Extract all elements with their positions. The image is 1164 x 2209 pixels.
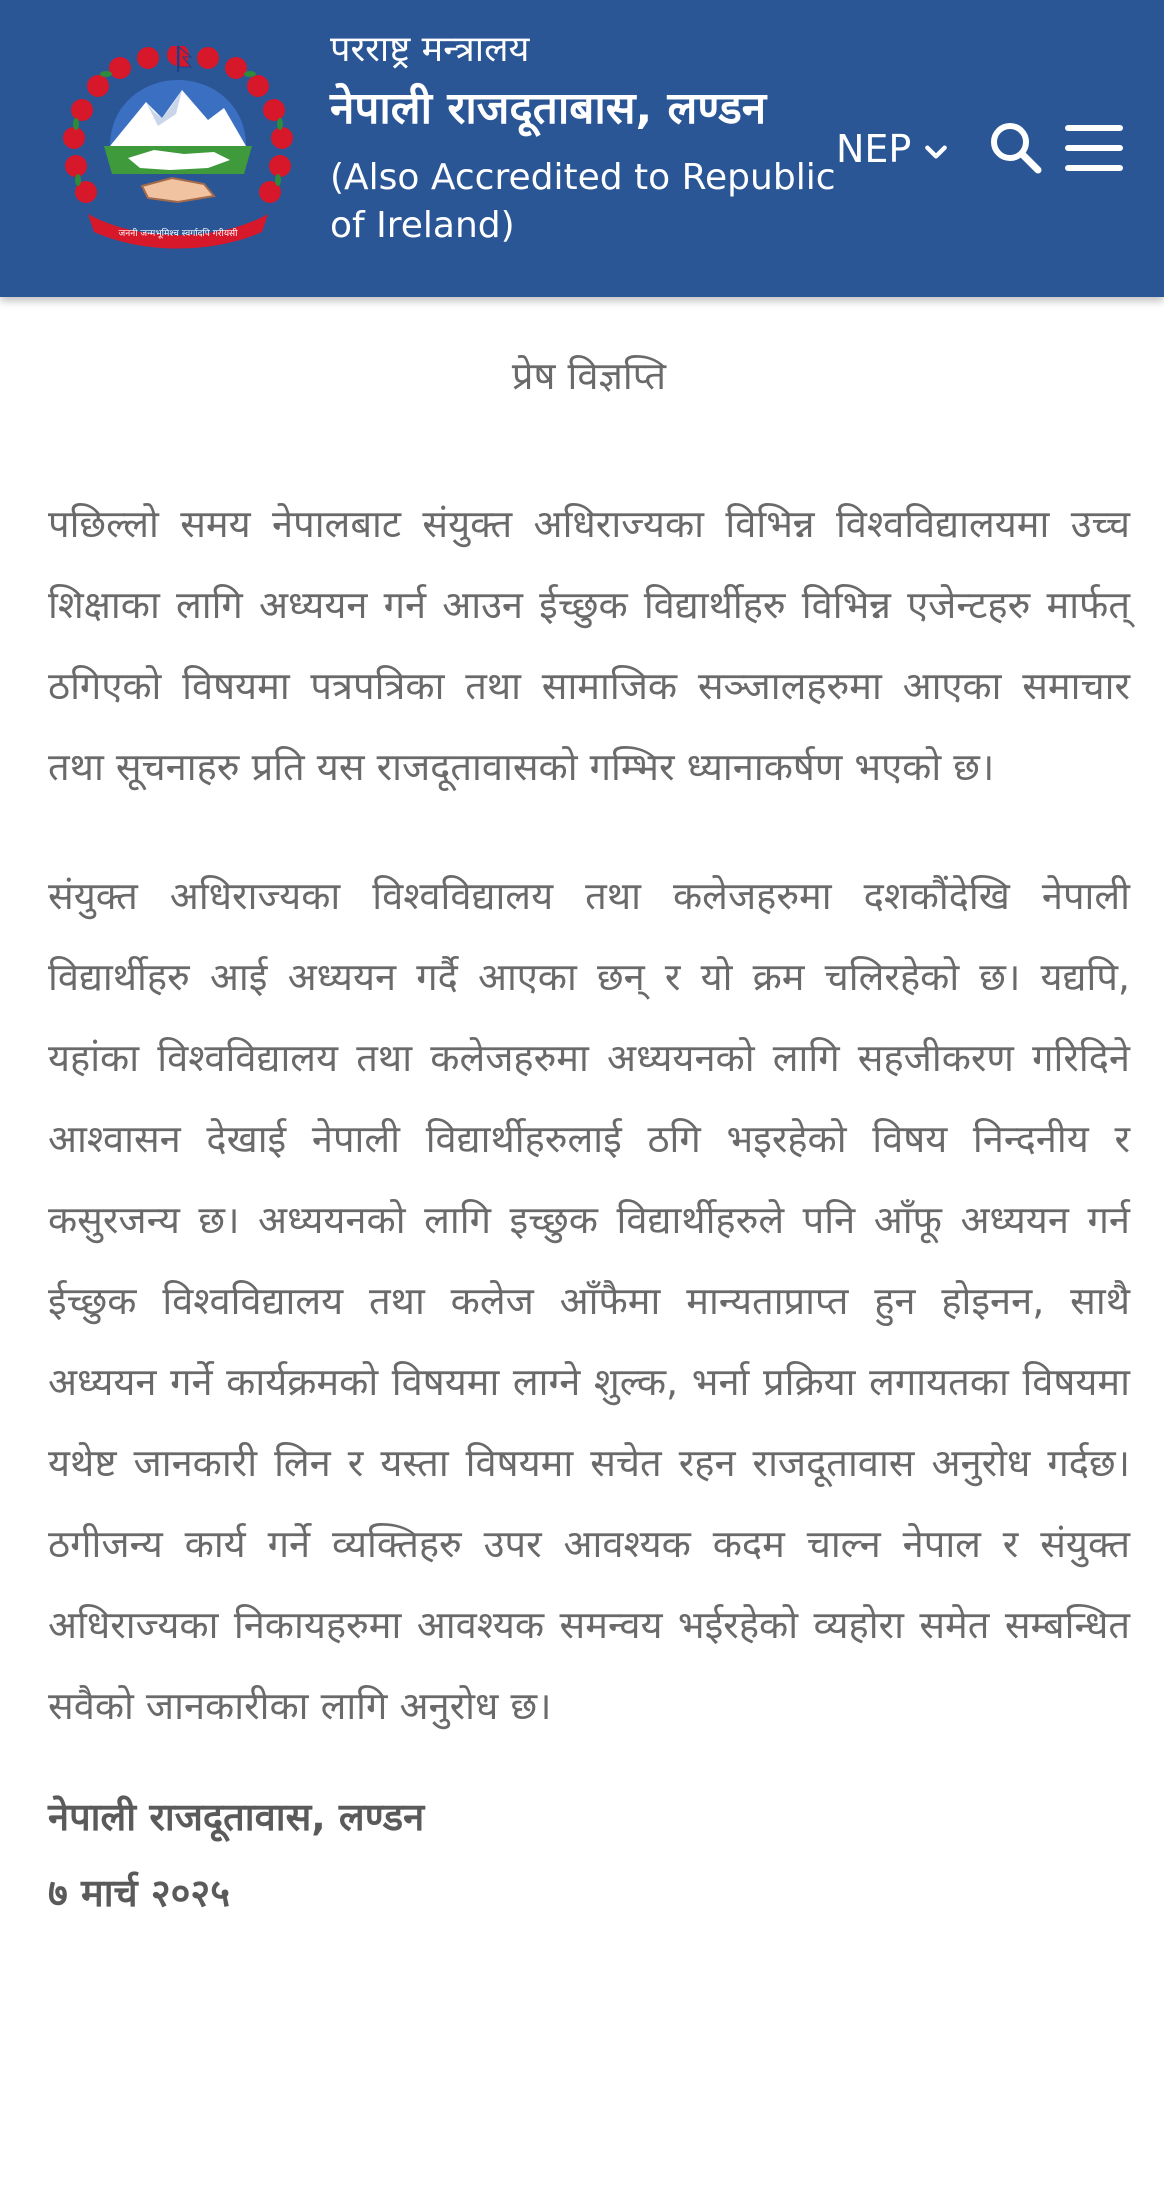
header-title-block <box>330 24 850 250</box>
article-paragraph: संयुक्त अधिराज्यका विश्वविद्यालय तथा कलेजहरुमा दशकौंदेखि नेपाली विद्यार्थीहरु आई अध्ययन गर्दै आएका छन् र यो क्रम चलिरहेको छ। यद्यपि, यहांका विश्वविद्यालय तथा कलेजहरुमा अध्ययनको लागि सहजीकरण गरिदिने आश्वासन देखाई नेपाली विद्यार्थीहरुलाई ठगि भइरहेको विषय निन्दनीय र कसुरजन्य छ। अध्ययनको लागि इच्छुक विद्यार्थीहरुले पनि आँफू अध्ययन गर्न ईच्छुक विश्वविद्यालय तथा कलेज आँफैमा मान्यताप्राप्त हुन होइनन, साथै अध्ययन गर्ने कार्यक्रमको विषयमा लाग्ने शुल्क, भर्ना प्रक्रिया लगायतका विषयमा यथेष्ट जानकारी लिन र यस्ता विषयमा सचेत रहन राजदूतावास अनुरोध गर्दछ। ठगीजन्य कार्य गर्ने व्यक्तिहरु उपर आवश्यक कदम चाल्न नेपाल र संयुक्त अधिराज्यका निकायहरुमा आवश्यक समन्वय भईरहेको व्यहोरा समेत सम्बन्धित सवैको जानकारीका लागि अनुरोध छ। <box>48 874 1130 1728</box>
site-header <box>0 0 1164 297</box>
page-title: प्रेष विज्ञप्ति <box>511 354 667 398</box>
chevron-down-icon <box>923 139 949 165</box>
accreditation-note: (Also Accredited to Republic of Ireland) <box>330 157 836 246</box>
ministry-name: परराष्ट्र मन्त्रालय <box>330 29 530 70</box>
press-release-content <box>48 340 1130 1931</box>
hamburger-menu-icon[interactable] <box>1064 120 1124 176</box>
language-selector[interactable] <box>836 124 949 174</box>
article-paragraph: पछिल्लो समय नेपालबाट संयुक्त अधिराज्यका विभिन्न विश्वविद्यालयमा उच्च शिक्षाका लागि अध्ययन गर्न आउन ईच्छुक विद्यार्थीहरु विभिन्न एजेन्टहरु मार्फत् ठगिएको विषयमा पत्रपत्रिका तथा सामाजिक सञ्जालहरुमा आएका समाचार तथा सूचनाहरु प्रति यस राजदूतावासको गम्भिर ध्यानाकर्षण भएको छ। <box>48 502 1130 789</box>
search-icon[interactable] <box>986 118 1046 178</box>
language-label: NEP <box>836 127 912 171</box>
signatory: नेपाली राजदूतावास, लण्डन <box>48 1795 425 1839</box>
embassy-name[interactable]: नेपाली राजदूताबास, लण्डन <box>330 83 767 134</box>
emblem-motto: जननी जन्मभूमिश्च स्वर्गादपि गरीयसी <box>118 229 238 239</box>
nepal-emblem-logo[interactable] <box>58 46 298 252</box>
release-date: ७ मार्च २०२५ <box>48 1871 230 1915</box>
